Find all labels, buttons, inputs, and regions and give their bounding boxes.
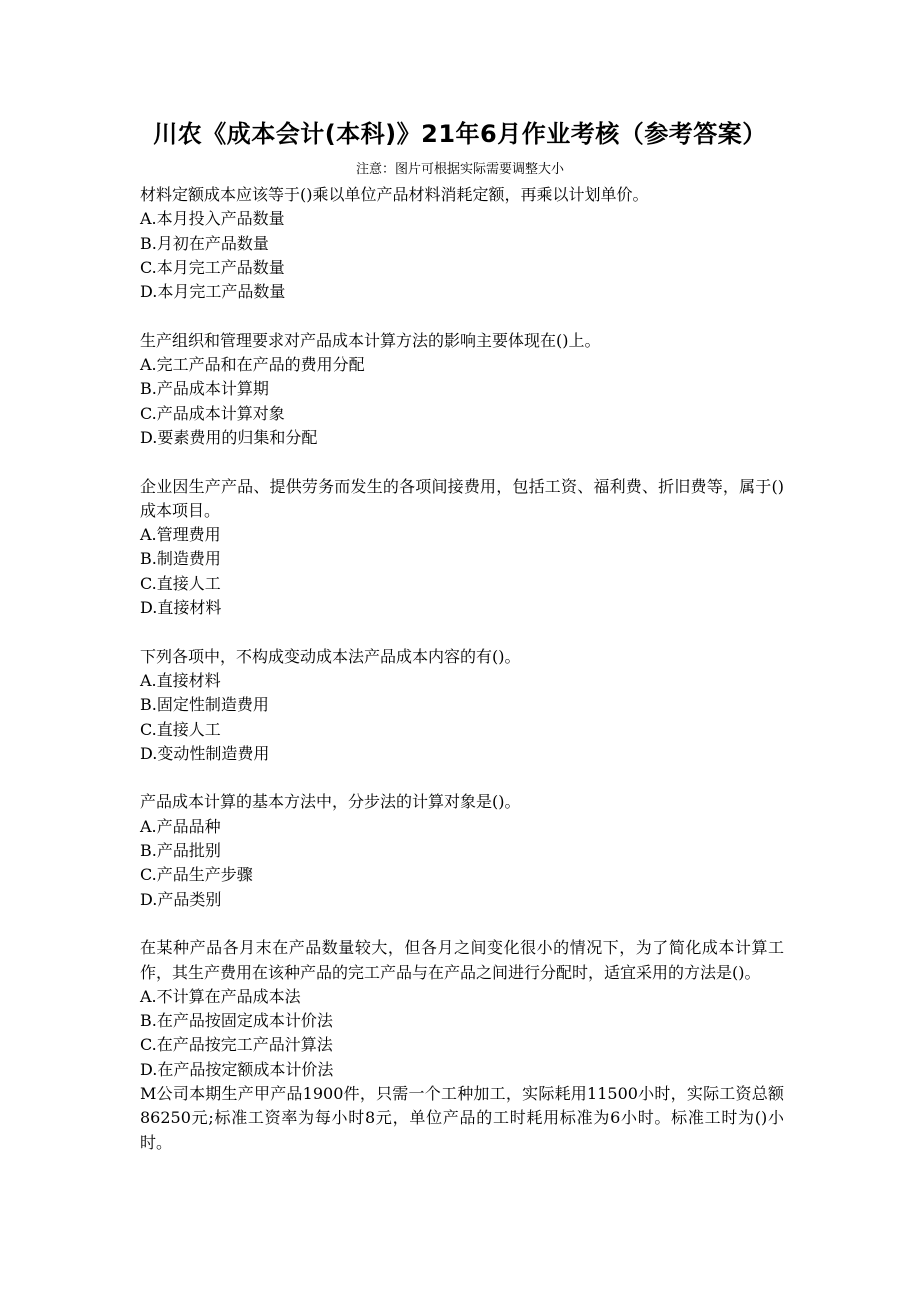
option-d: D.变动性制造费用 <box>140 743 270 763</box>
spacer <box>140 766 784 790</box>
option-b: B.产品成本计算期 <box>140 379 269 399</box>
option-a: A.产品品种 <box>140 816 221 836</box>
option-c: C.直接人工 <box>140 719 221 739</box>
option-c: C.产品生产步骤 <box>140 865 253 885</box>
question-list <box>140 183 784 1155</box>
option-a: A.完工产品和在产品的费用分配 <box>140 355 365 375</box>
option-a: A.不计算在产品成本法 <box>140 986 301 1006</box>
option-a: A.本月投入产品数量 <box>140 209 285 229</box>
option-c: C.本月完工产品数量 <box>140 257 285 277</box>
spacer <box>140 912 784 936</box>
question-5 <box>140 790 784 911</box>
option-c: C.产品成本计算对象 <box>140 403 285 423</box>
question-3 <box>140 475 784 621</box>
option-d: D.本月完工产品数量 <box>140 282 286 302</box>
option-d: D.产品类别 <box>140 889 222 909</box>
option-d: D.直接材料 <box>140 598 222 618</box>
question-text: M公司本期生产甲产品1900件，只需一个工种加工，实际耗用11500小时，实际工资总额86250元;标准工资率为每小时8元，单位产品的工时耗用标准为6小时。标准工时为()小时。 <box>140 1083 784 1152</box>
option-c: C.在产品按完工产品汁算法 <box>140 1035 333 1055</box>
option-d: D.在产品按定额成本计价法 <box>140 1059 334 1079</box>
image-note: 注意：图片可根据实际需要调整大小 <box>355 162 564 177</box>
option-a: A.直接材料 <box>140 670 221 690</box>
question-7 <box>140 1082 784 1155</box>
option-b: B.产品批别 <box>140 841 221 861</box>
question-6 <box>140 936 784 1082</box>
question-text: 生产组织和管理要求对产品成本计算方法的影响主要体现在()上。 <box>140 330 601 350</box>
question-2 <box>140 329 784 450</box>
question-text: 下列各项中，不构成变动成本法产品成本内容的有()。 <box>140 646 521 666</box>
spacer <box>140 304 784 328</box>
question-text: 在某种产品各月末在产品数量较大，但各月之间变化很小的情况下，为了简化成本计算工作，其生产费用在该种产品的完工产品与在产品之间进行分配时，适宜采用的方法是()。 <box>140 938 784 982</box>
question-text: 产品成本计算的基本方法中，分步法的计算对象是()。 <box>140 792 521 812</box>
option-d: D.要素费用的归集和分配 <box>140 427 318 447</box>
option-c: C.直接人工 <box>140 573 221 593</box>
question-text: 材料定额成本应该等于()乘以单位产品材料消耗定额，再乘以计划单价。 <box>140 185 649 204</box>
option-b: B.在产品按固定成本计价法 <box>140 1011 333 1031</box>
question-4 <box>140 645 784 766</box>
option-b: B.固定性制造费用 <box>140 695 269 715</box>
option-a: A.管理费用 <box>140 525 221 545</box>
spacer <box>140 620 784 644</box>
spacer <box>140 450 784 474</box>
option-b: B.制造费用 <box>140 549 221 569</box>
option-b: B.月初在产品数量 <box>140 233 269 253</box>
document-title: 川农《成本会计(本科)》21年6月作业考核（参考答案） <box>153 120 767 148</box>
question-text: 企业因生产产品、提供劳务而发生的各项间接费用，包括工资、福利费、折旧费等，属于()成本项目。 <box>140 476 784 520</box>
question-1 <box>140 183 784 304</box>
